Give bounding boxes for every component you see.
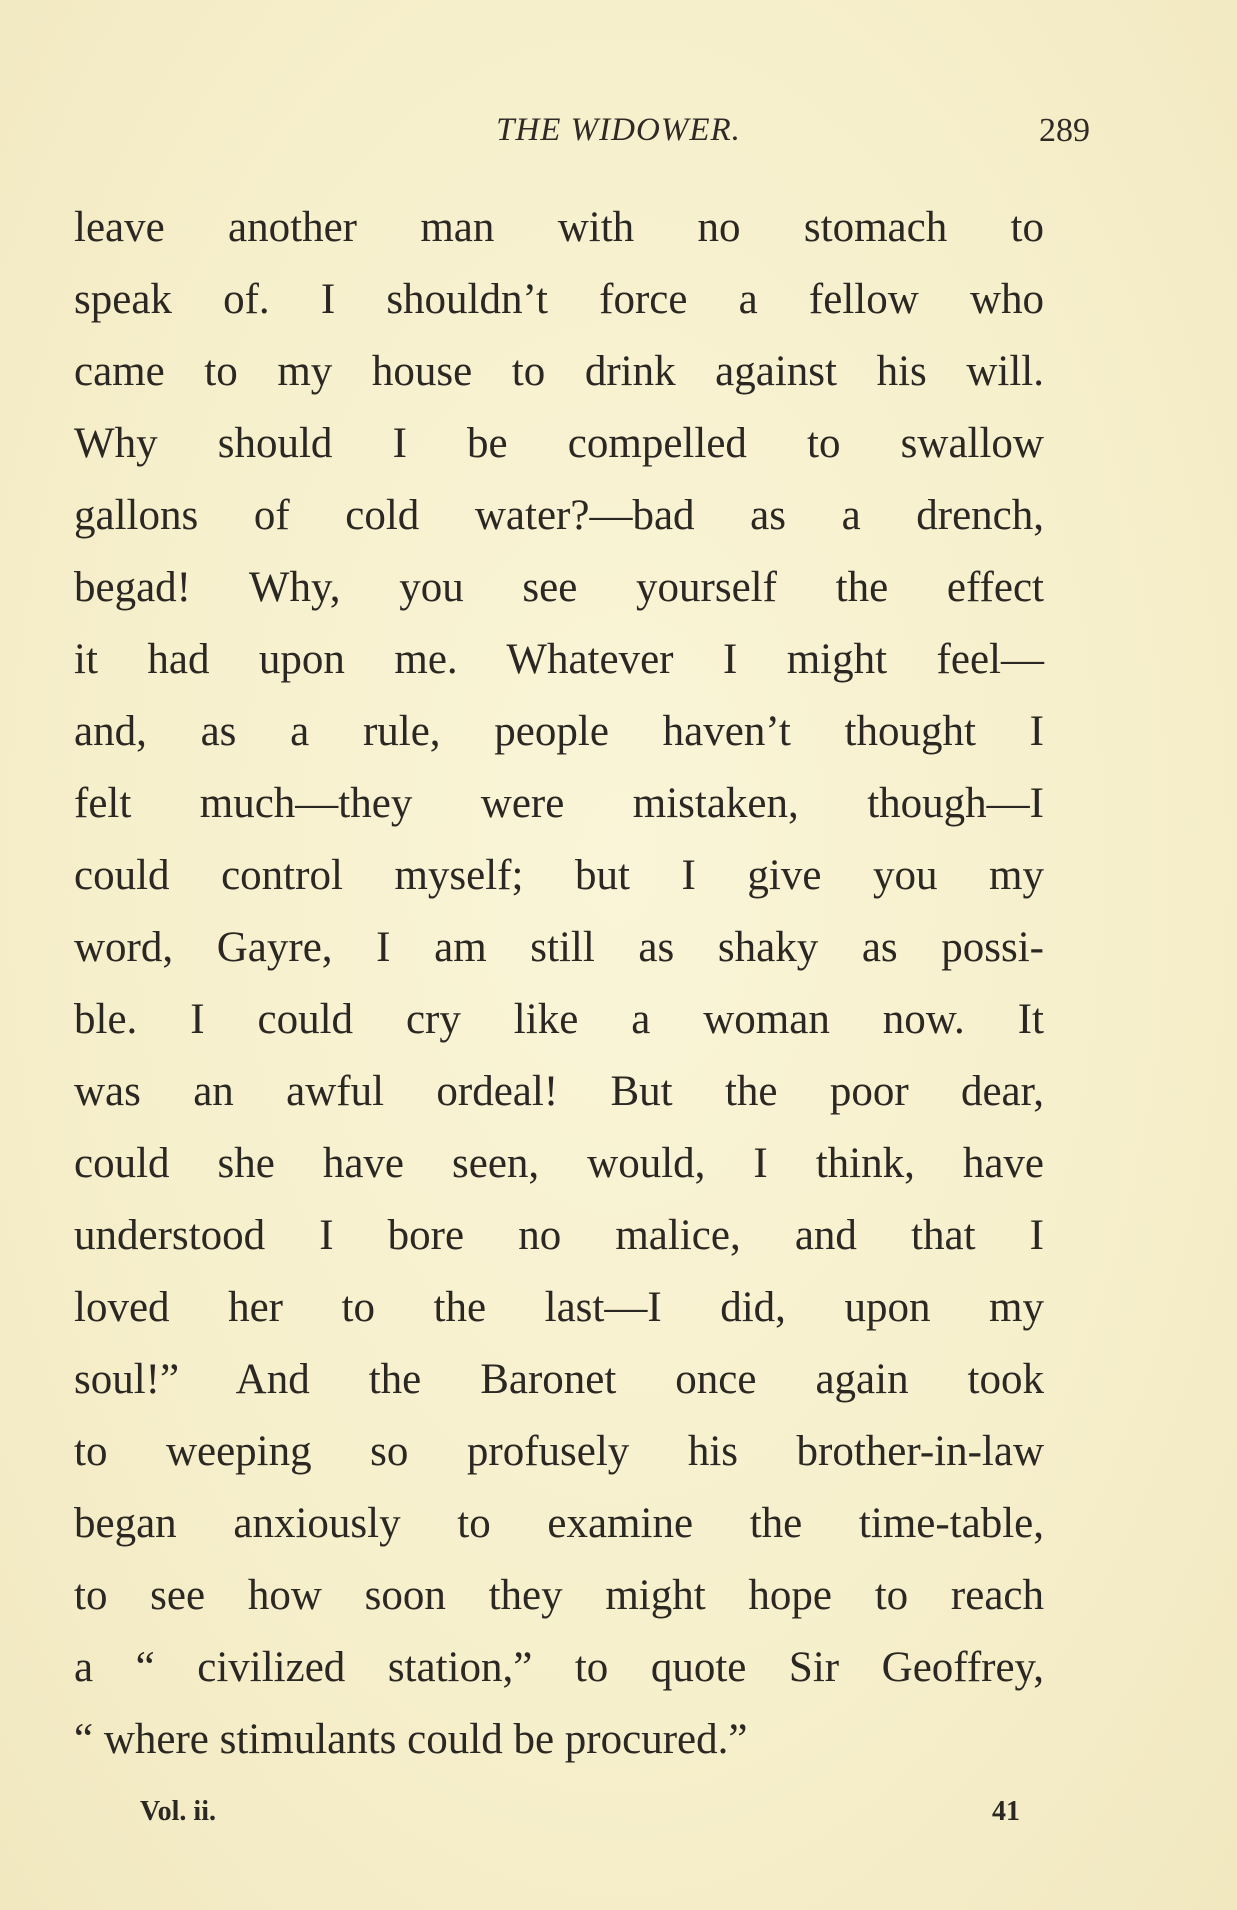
running-title: THE WIDOWER.	[496, 112, 741, 148]
text-line: a “ civilized station,” to quote Sir Geoffrey,	[74, 1644, 1044, 1691]
text-line: was an awful ordeal! But the poor dear,	[74, 1068, 1044, 1115]
text-line: it had upon me. Whatever I might feel—	[74, 636, 1044, 683]
text-line: understood I bore no malice, and that I	[74, 1212, 1044, 1259]
text-line: felt much—they were mistaken, though—I	[74, 780, 1044, 827]
text-line: to see how soon they might hope to reach	[74, 1572, 1044, 1619]
text-line: gallons of cold water?—bad as a drench,	[74, 492, 1044, 539]
text-line: ble. I could cry like a woman now. It	[74, 996, 1044, 1043]
text-line: word, Gayre, I am still as shaky as possi-	[74, 924, 1044, 971]
text-line: could she have seen, would, I think, have	[74, 1140, 1044, 1187]
text-line: loved her to the last—I did, upon my	[74, 1284, 1044, 1331]
text-line: could control myself; but I give you my	[74, 852, 1044, 899]
volume-label: Vol. ii.	[140, 1796, 216, 1827]
text-line: speak of. I shouldn’t force a fellow who	[74, 276, 1044, 323]
signature-mark: 41	[992, 1796, 1020, 1827]
page-number: 289	[1039, 112, 1090, 149]
text-line: began anxiously to examine the time-table,	[74, 1500, 1044, 1547]
text-line: leave another man with no stomach to	[74, 204, 1044, 251]
text-line: and, as a rule, people haven’t thought I	[74, 708, 1044, 755]
text-line: Why should I be compelled to swallow	[74, 420, 1044, 467]
text-line-last: “ where stimulants could be procured.”	[74, 1716, 748, 1763]
body-text	[74, 192, 1044, 1776]
text-line: came to my house to drink against his will.	[74, 348, 1044, 395]
text-line: begad! Why, you see yourself the effect	[74, 564, 1044, 611]
text-line: soul!” And the Baronet once again took	[74, 1356, 1044, 1403]
text-line: to weeping so profusely his brother-in-law	[74, 1428, 1044, 1475]
